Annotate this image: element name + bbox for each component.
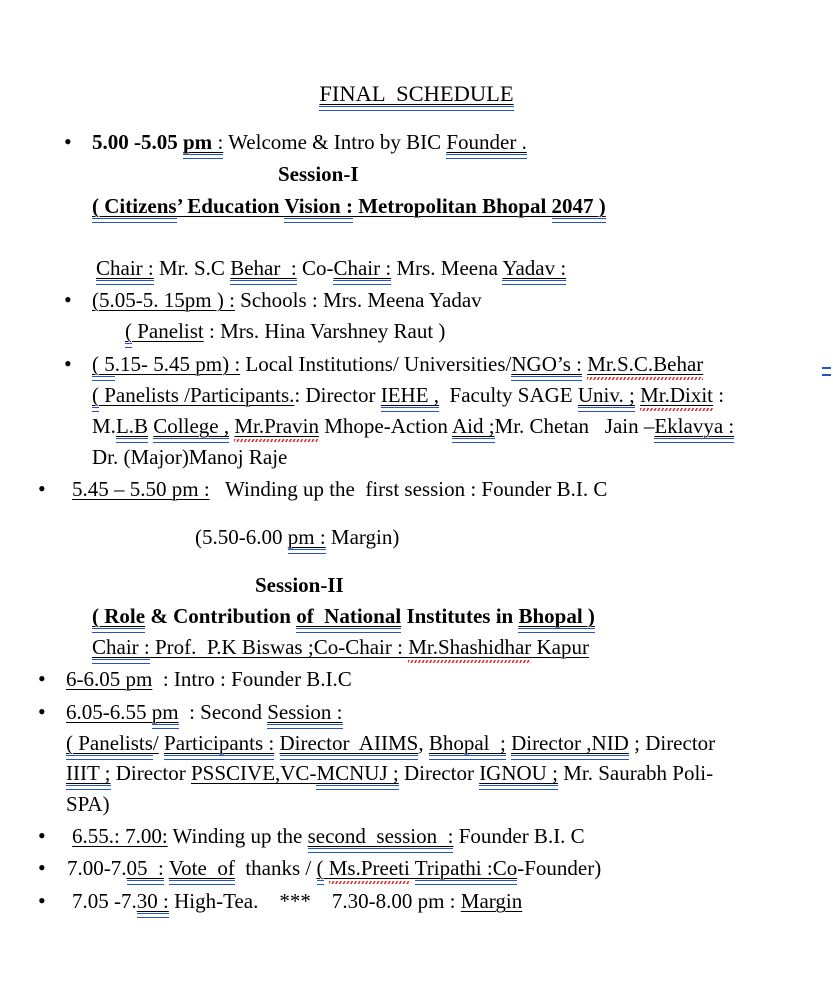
item-local-panelists-3 (92, 445, 287, 469)
text-run: IIIT ; (66, 761, 111, 785)
item-high-tea (38, 888, 523, 913)
text-run: (5.50-6.00 (195, 525, 288, 549)
text-run: of National (296, 604, 402, 628)
text-run: Director AIIMS (279, 731, 419, 755)
text-run: Panelist (132, 319, 204, 343)
item-intro-founder (38, 666, 352, 691)
text-run: pm (151, 700, 179, 724)
text-run: Kapur (531, 635, 589, 659)
text-run: Aid ; (451, 414, 495, 438)
text-run: Session-II (255, 573, 344, 597)
item-winding-first-session (38, 476, 608, 501)
text-run: ( (316, 856, 324, 880)
text-run: 7.05 -7. (72, 889, 137, 913)
bullet-marker: • (38, 666, 46, 691)
text-run: Director (398, 761, 480, 785)
text-run: ; Director (628, 731, 716, 755)
text-run: 6.05-6.55 (66, 700, 152, 724)
text-run: second session : (307, 824, 454, 848)
text-run: SPA) (66, 792, 110, 816)
text-run: High-Tea. *** 7.30-8.00 pm : (168, 889, 461, 913)
grammar-mark-artifact (822, 366, 831, 375)
text-run: Mhope-Action (318, 414, 452, 438)
text-run: Chair : (333, 256, 392, 280)
session-1-chairs (96, 256, 566, 280)
text-run: IEHE , (380, 383, 440, 407)
text-run: Chair : (92, 635, 150, 659)
text-run: 05 : (126, 856, 164, 880)
text-run (410, 856, 415, 880)
text-run: Dr. (Major)Manoj Raje (92, 445, 288, 469)
text-run: ( Role (92, 604, 146, 628)
item-local-institutions (64, 351, 704, 376)
text-run: 5.00 -5.05 (92, 130, 183, 154)
text-run: Univ. ; (577, 383, 635, 407)
bullet-marker: • (38, 476, 46, 501)
item-second-panelists-3 (66, 792, 110, 816)
text-run: 5.45 – 5.50 pm : (72, 477, 210, 501)
text-run: Schools : Mrs. Meena Yadav (234, 288, 482, 312)
text-run: MCNUJ ; (316, 761, 399, 785)
text-run (164, 856, 169, 880)
text-run: Metropolitan Bhopal (352, 194, 552, 218)
bullet-marker: • (38, 888, 46, 913)
item-schools (64, 287, 482, 312)
text-run: : Intro : Founder B.I.C (152, 667, 352, 691)
item-second-panelists-1 (66, 731, 715, 755)
session-2-subtitle (92, 604, 595, 628)
text-run: Winding up the (167, 824, 308, 848)
text-run: Behar : (230, 256, 297, 280)
session-2-heading (255, 573, 344, 597)
text-run: / (152, 731, 159, 755)
item-vote-of-thanks (38, 855, 602, 880)
text-run: : Director (294, 383, 381, 407)
item-local-panelists-2 (92, 414, 734, 438)
text-run: Vote of (168, 856, 235, 880)
text-run: PSSCIVE,VC- (190, 761, 317, 785)
text-run: Mr.Dixit (640, 383, 714, 407)
session-1-heading (278, 162, 359, 186)
text-run: ( (125, 319, 132, 343)
text-run: Faculty SAGE (439, 383, 578, 407)
session-2-chairs (92, 635, 589, 659)
text-run: Co- (296, 256, 334, 280)
text-run: Mr.S.C.Behar (587, 352, 704, 376)
bullet-marker: • (64, 129, 72, 154)
item-local-panelists-1 (92, 383, 724, 407)
text-run: Winding up the first session : Founder B.I. C (209, 477, 608, 501)
bullet-marker: • (64, 287, 72, 312)
text-run: pm : (287, 525, 326, 549)
text-run: Welcome & Intro by BIC (223, 130, 447, 154)
text-run: Institutes in (401, 604, 519, 628)
text-run: (5.05-5. 15pm ) : (92, 288, 235, 312)
text-run: 6-6.05 pm (66, 667, 153, 691)
text-run: Director (110, 761, 191, 785)
text-run: Session : (267, 700, 343, 724)
text-run: Session-I (278, 162, 359, 186)
text-run: Yadav : (502, 256, 567, 280)
text-run: & Contribution (145, 604, 297, 628)
text-run: IGNOU ; (479, 761, 558, 785)
text-run: Mr. S.C (153, 256, 231, 280)
bullet-marker: • (38, 699, 46, 724)
text-run: Mr.Pravin (234, 414, 319, 438)
item-second-session (38, 699, 343, 724)
text-run: NGO’s : (511, 352, 582, 376)
text-run: Margin) (325, 525, 400, 549)
text-run: M. (92, 414, 116, 438)
text-run: Mr.Shashidhar (408, 635, 532, 659)
item-margin-1 (195, 525, 399, 549)
item-schools-panelist (125, 319, 445, 343)
text-run: Panelists /Participants. (99, 383, 295, 407)
text-run: Bhopal ; (428, 731, 506, 755)
text-run: 7.00-7. (67, 856, 127, 880)
item-welcome-intro (64, 129, 527, 154)
text-run: 2047 ) (551, 194, 606, 218)
text-run: ( Panelists (66, 731, 153, 755)
text-run: Participants : (164, 731, 275, 755)
text-run: : (212, 130, 224, 154)
text-run: Bhopal ) (518, 604, 595, 628)
text-run: ( Citizens (92, 194, 177, 218)
bullet-marker: • (38, 823, 46, 848)
text-run: Mr. Saurabh Poli- (557, 761, 714, 785)
text-run: ( (92, 383, 99, 407)
text-run: Margin (460, 889, 523, 913)
text-run: Tripathi :Co (414, 856, 518, 880)
text-run: Chair : (96, 256, 154, 280)
text-run: Mrs. Meena (391, 256, 503, 280)
text-run: Local Institutions/ Universities/ (240, 352, 512, 376)
text-run (324, 856, 329, 880)
text-run: Ms.Preeti (328, 856, 410, 880)
text-run: pm (183, 130, 213, 154)
bullet-marker: • (64, 351, 72, 376)
text-run: -Founder) (517, 856, 602, 880)
text-run: ’ Education (176, 194, 285, 218)
text-run: College , (153, 414, 230, 438)
text-run: .15- 5.45 pm) : (114, 352, 241, 376)
text-run: : Second (178, 700, 268, 724)
bullet-marker: • (38, 855, 46, 880)
title (0, 82, 833, 106)
text-run (274, 731, 279, 755)
session-1-subtitle (92, 194, 606, 218)
text-run: Founder B.I. C (453, 824, 585, 848)
text-run: Prof. P.K Biswas ;Co-Chair : (149, 635, 409, 659)
text-run: Eklavya : (654, 414, 735, 438)
item-winding-second-session (38, 823, 585, 848)
text-run: thanks / (234, 856, 317, 880)
text-run: Mr. Chetan Jain – (494, 414, 655, 438)
text-run: Vision : (284, 194, 353, 218)
item-second-panelists-2 (66, 761, 713, 785)
text-run: ( 5 (92, 352, 115, 376)
text-run: : (713, 383, 725, 407)
text-run: FINAL SCHEDULE (319, 81, 514, 106)
text-run: : Mrs. Hina Varshney Raut ) (203, 319, 446, 343)
text-run: 30 : (136, 889, 169, 913)
text-run: Director ,NID (511, 731, 629, 755)
text-run: Founder . (446, 130, 527, 154)
text-run: , (418, 731, 429, 755)
text-run: L.B (115, 414, 149, 438)
text-run: 6.55.: 7.00: (72, 824, 168, 848)
